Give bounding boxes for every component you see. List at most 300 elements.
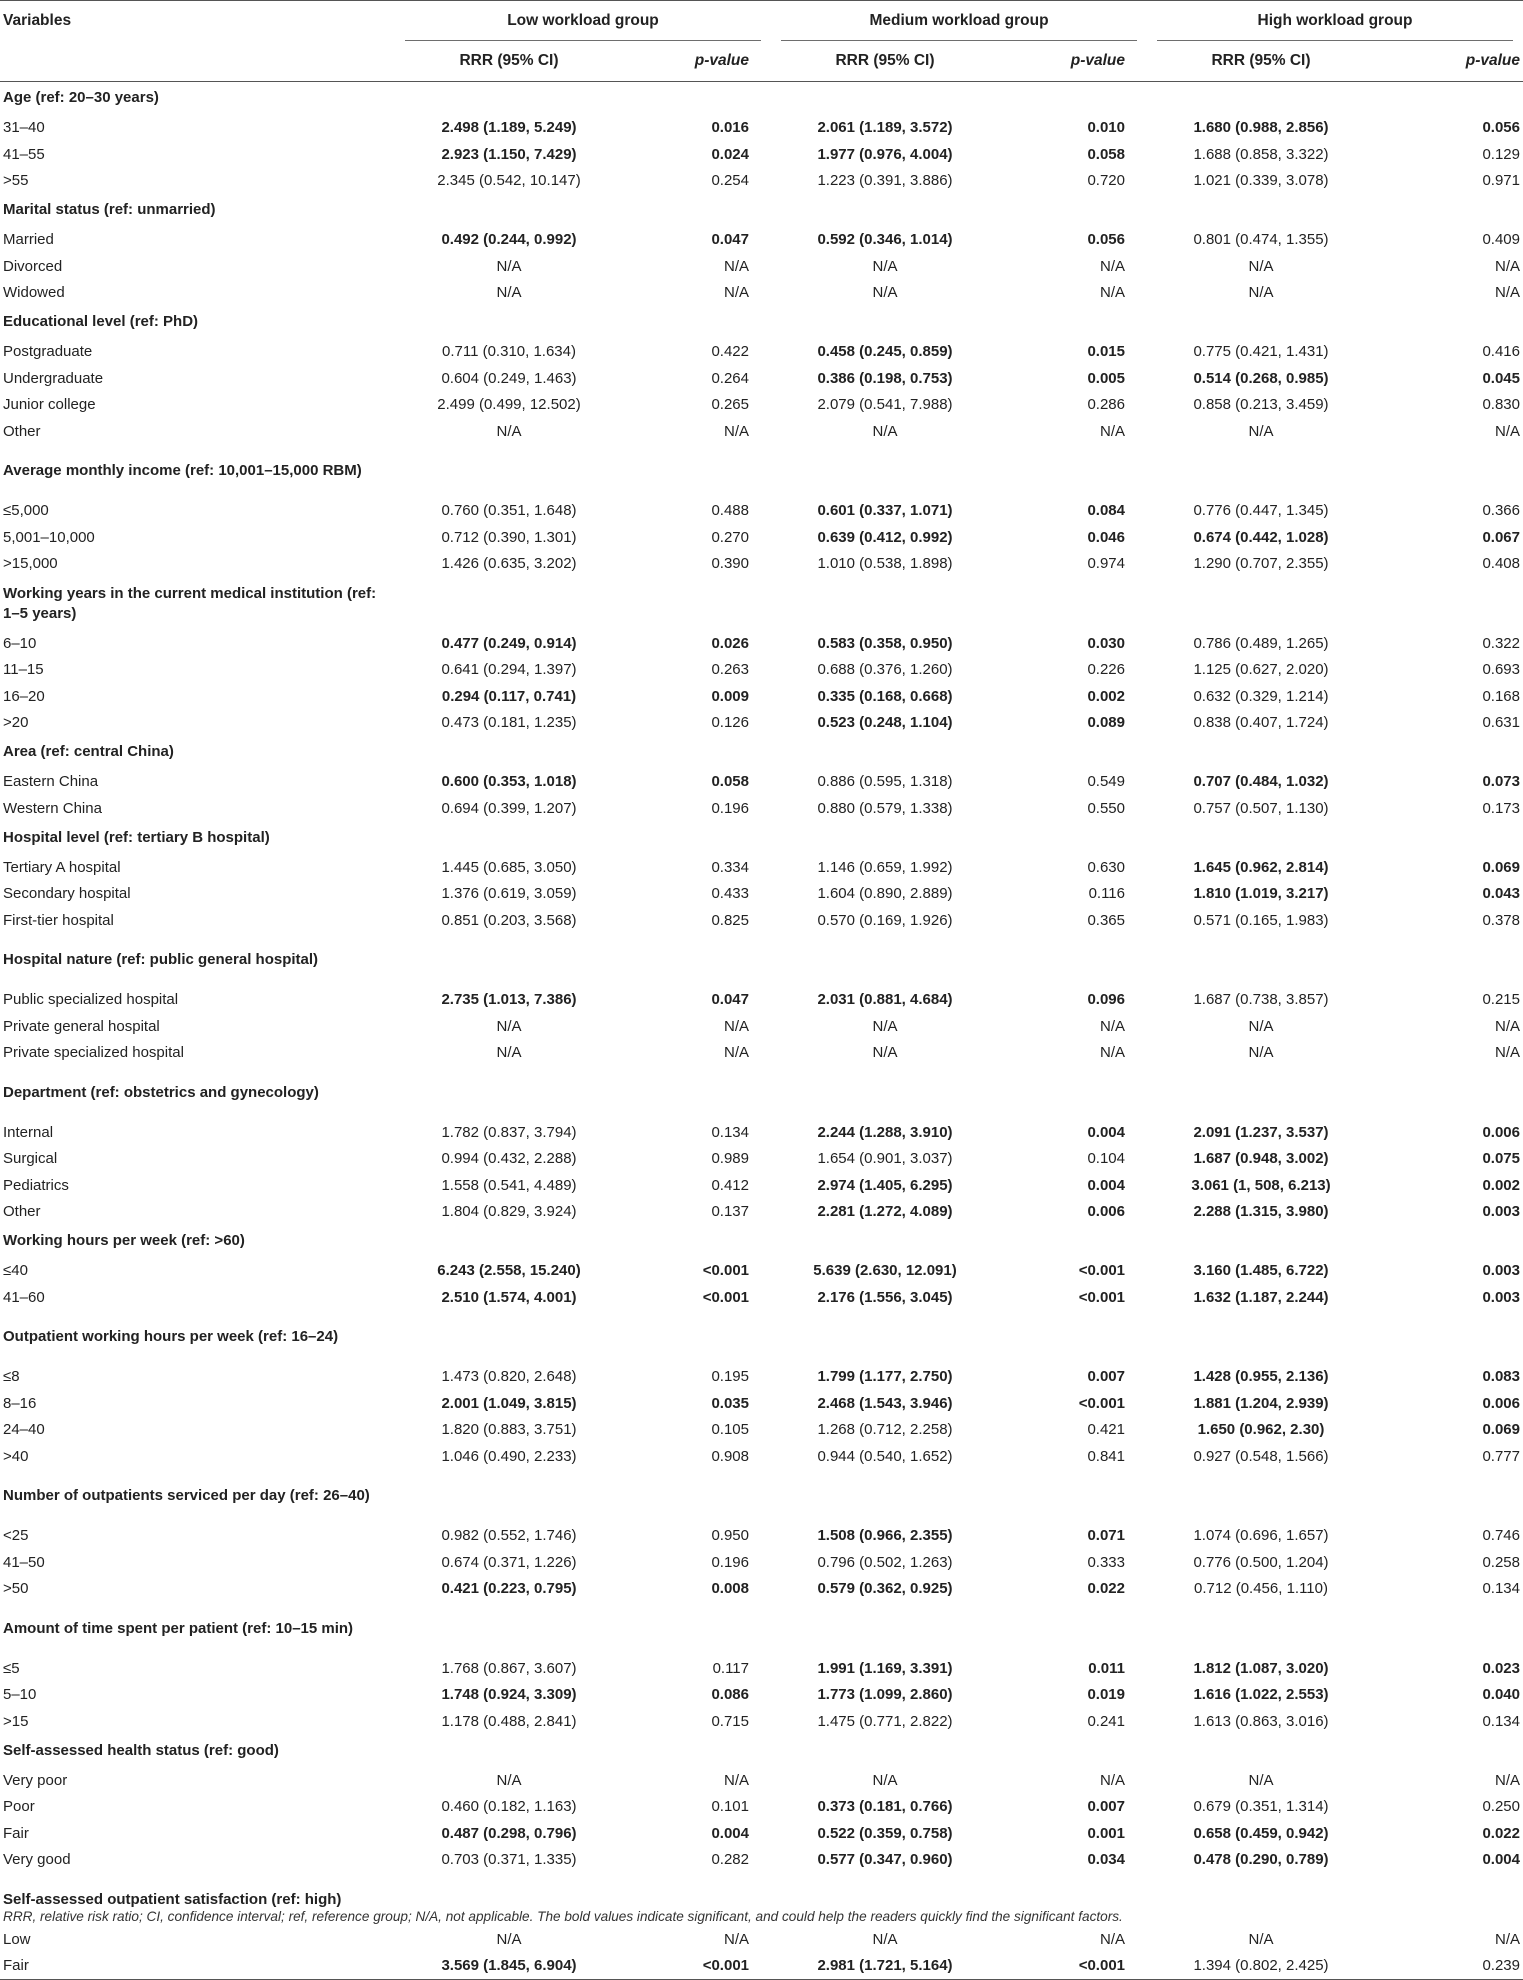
table-row (0, 253, 1523, 280)
p-value-cell: 0.134 (1482, 1712, 1520, 1730)
section-title: Hospital level (ref: tertiary B hospital) (3, 828, 270, 846)
p-value-cell: <0.001 (999, 1953, 1147, 1980)
p-value-cell: 0.104 (1087, 1150, 1125, 1168)
p-value-cell: 0.047 (711, 231, 749, 249)
rrr-ci-cell: 1.268 (0.712, 2.258) (817, 1421, 953, 1439)
table-row (0, 907, 1523, 934)
rrr-ci-cell: 1.021 (0.339, 3.078) (1193, 172, 1329, 190)
row-label: First-tier hospital (3, 911, 114, 929)
p-value-cell: 0.196 (711, 799, 749, 817)
table-row (0, 1708, 1523, 1735)
p-value-header: p-value (623, 41, 771, 82)
row-label: Very poor (3, 1771, 68, 1789)
row-label: Eastern China (3, 773, 99, 791)
table-row (0, 1443, 1523, 1470)
section-title: Outpatient working hours per week (ref: 16–24) (3, 1328, 339, 1345)
p-value-cell: 0.086 (711, 1686, 749, 1704)
p-value-cell: 0.488 (711, 502, 749, 520)
p-value-cell: 0.196 (711, 1553, 749, 1571)
p-value-cell: 0.366 (1482, 502, 1520, 520)
p-value-cell: 0.058 (1087, 145, 1125, 163)
p-value-cell: 0.002 (1482, 1176, 1520, 1194)
table-row (0, 1549, 1523, 1576)
p-value-cell: <0.001 (623, 1953, 771, 1980)
p-value-cell: 0.334 (711, 858, 749, 876)
row-label: Fair (3, 1824, 29, 1842)
rrr-ci-cell: 1.810 (1.019, 3.217) (1193, 885, 1329, 903)
p-value-cell: 0.043 (1482, 885, 1520, 903)
p-value-cell: 0.254 (711, 172, 749, 190)
row-label: <25 (3, 1527, 29, 1545)
p-value-cell: 0.019 (1087, 1686, 1125, 1704)
rrr-ci-cell: 0.776 (0.447, 1.345) (1193, 502, 1329, 520)
rrr-ci-cell: N/A (872, 1044, 898, 1062)
row-label: 41–60 (3, 1288, 45, 1306)
ci-header: RRR (95% CI) (771, 41, 999, 82)
table-row (0, 1040, 1523, 1067)
section-header-row (0, 306, 1523, 339)
table-row (0, 1390, 1523, 1417)
rrr-ci-cell: 2.345 (0.542, 10.147) (437, 172, 581, 190)
rrr-ci-cell: N/A (1248, 1017, 1274, 1035)
rrr-ci-cell: N/A (496, 1771, 522, 1789)
rrr-ci-cell: 0.886 (0.595, 1.318) (817, 773, 953, 791)
p-value-cell: 0.408 (1482, 555, 1520, 573)
table-row (0, 115, 1523, 142)
row-label: Other (3, 1203, 41, 1221)
p-value-cell: <0.001 (702, 1288, 749, 1306)
rrr-ci-cell: 0.674 (0.442, 1.028) (1193, 528, 1329, 546)
header-row-columns (0, 41, 1523, 82)
p-value-cell: <0.001 (1078, 1262, 1125, 1280)
p-value-cell: 0.950 (711, 1527, 749, 1545)
rrr-ci-cell: 0.473 (0.181, 1.235) (441, 714, 577, 732)
rrr-ci-cell: 0.492 (0.244, 0.992) (441, 231, 577, 249)
p-value-cell: 0.746 (1482, 1527, 1520, 1545)
rrr-ci-cell: 0.757 (0.507, 1.130) (1193, 799, 1329, 817)
p-value-cell: N/A (1099, 1771, 1125, 1789)
rrr-ci-cell: N/A (496, 284, 522, 302)
p-value-cell: N/A (1494, 1017, 1520, 1035)
p-value-cell: 0.001 (1087, 1824, 1125, 1842)
table-row (0, 1953, 1523, 1980)
ci-header: RRR (95% CI) (1147, 41, 1375, 82)
row-label: Private general hospital (3, 1017, 160, 1035)
row-label: 11–15 (3, 661, 44, 679)
rrr-ci-cell: N/A (872, 1930, 898, 1948)
p-value-cell: 0.365 (1087, 911, 1125, 929)
table-row (0, 524, 1523, 551)
rrr-ci-cell: 0.776 (0.500, 1.204) (1193, 1553, 1329, 1571)
row-label: Undergraduate (3, 369, 104, 387)
row-label: Other (3, 422, 41, 440)
section-title: Working hours per week (ref: >60) (3, 1232, 245, 1250)
p-value-cell: 0.117 (712, 1659, 749, 1677)
p-value-cell: 0.003 (1482, 1203, 1520, 1221)
table-row (0, 657, 1523, 684)
p-value-cell: 0.024 (711, 145, 749, 163)
row-label: ≤5 (3, 1659, 20, 1677)
rrr-ci-cell: 0.760 (0.351, 1.648) (441, 502, 577, 520)
p-value-cell: 0.040 (1482, 1686, 1520, 1704)
rrr-ci-cell: N/A (496, 1044, 522, 1062)
table-row (0, 1820, 1523, 1847)
rrr-ci-cell: 1.991 (1.169, 3.391) (817, 1659, 953, 1677)
p-value-cell: 0.058 (711, 773, 749, 791)
table-row (0, 795, 1523, 822)
p-value-cell: 0.023 (1482, 1659, 1520, 1677)
section-title: Amount of time spent per patient (ref: 10–15 min) (3, 1619, 354, 1637)
p-value-cell: 0.022 (1482, 1824, 1520, 1842)
p-value-cell: 0.083 (1482, 1368, 1520, 1386)
rrr-ci-cell: 2.499 (0.499, 12.502) (437, 396, 581, 414)
p-value-cell: 0.974 (1087, 555, 1125, 573)
row-label: >15,000 (3, 555, 58, 573)
p-value-cell: N/A (1099, 257, 1125, 275)
p-value-cell: 0.075 (1482, 1150, 1520, 1168)
section-title: Number of outpatients serviced per day (ref: 26–40) (3, 1487, 370, 1504)
rrr-ci-cell: 1.223 (0.391, 3.886) (817, 172, 953, 190)
p-value-cell: <0.001 (702, 1262, 749, 1280)
row-label: 6–10 (3, 634, 37, 652)
p-value-cell: N/A (723, 284, 749, 302)
rrr-ci-cell: 0.477 (0.249, 0.914) (441, 634, 577, 652)
section-title: Working years in the current medical institution (ref: 1–5 years) (3, 584, 377, 622)
table-row (0, 418, 1523, 445)
p-value-cell: 0.226 (1087, 661, 1125, 679)
p-value-cell: 0.004 (711, 1824, 749, 1842)
p-value-cell: N/A (723, 1044, 749, 1062)
rrr-ci-cell: 0.571 (0.165, 1.983) (1193, 911, 1329, 929)
rrr-ci-cell: 1.125 (0.627, 2.020) (1193, 661, 1329, 679)
p-value-cell: 0.069 (1482, 1421, 1520, 1439)
rrr-ci-cell: 0.460 (0.182, 1.163) (441, 1798, 577, 1816)
row-label: 16–20 (3, 687, 45, 705)
rrr-ci-cell: 2.061 (1.189, 3.572) (817, 119, 953, 137)
p-value-cell: 0.241 (1087, 1712, 1125, 1730)
row-label: Divorced (3, 257, 63, 275)
rrr-ci-cell: 6.243 (2.558, 15.240) (437, 1262, 581, 1280)
p-value-cell: <0.001 (1078, 1288, 1125, 1306)
p-value-cell: 0.006 (1482, 1394, 1520, 1412)
rrr-ci-cell: 0.583 (0.358, 0.950) (817, 634, 953, 652)
table-row (0, 1682, 1523, 1709)
p-value-cell: 0.009 (711, 687, 749, 705)
rrr-ci-cell: 0.694 (0.399, 1.207) (441, 799, 577, 817)
rrr-ci-cell: 0.679 (0.351, 1.314) (1193, 1798, 1329, 1816)
p-value-cell: 0.030 (1087, 634, 1125, 652)
p-value-cell: 0.693 (1482, 661, 1520, 679)
table-row (0, 1146, 1523, 1173)
rrr-ci-cell: 2.498 (1.189, 5.249) (441, 119, 577, 137)
section-title: Department (ref: obstetrics and gynecology) (3, 1083, 319, 1101)
section-header-row (0, 1602, 1523, 1655)
row-label: Widowed (3, 284, 65, 302)
rrr-ci-cell: 1.473 (0.820, 2.648) (441, 1368, 577, 1386)
rrr-ci-cell: 2.031 (0.881, 4.684) (817, 991, 953, 1009)
rrr-ci-cell: N/A (872, 284, 898, 302)
rrr-ci-cell: 1.475 (0.771, 2.822) (817, 1712, 953, 1730)
row-label: Fair (0, 1953, 395, 1980)
p-value-cell: N/A (1494, 257, 1520, 275)
p-value-cell: N/A (1099, 1044, 1125, 1062)
section-header-row (0, 1311, 1523, 1364)
p-value-cell: N/A (1494, 1771, 1520, 1789)
row-label: Very good (3, 1851, 71, 1869)
p-value-cell: 0.409 (1482, 231, 1520, 249)
row-label: >15 (3, 1712, 29, 1730)
p-value-cell: 0.270 (711, 528, 749, 546)
section-header-row (0, 82, 1523, 115)
rrr-ci-cell: N/A (872, 257, 898, 275)
rrr-ci-cell: 0.600 (0.353, 1.018) (441, 773, 577, 791)
rrr-ci-cell: 1.680 (0.988, 2.856) (1193, 119, 1329, 137)
table-row (0, 365, 1523, 392)
table-row (0, 1258, 1523, 1285)
section-header-row (0, 736, 1523, 769)
row-label: Western China (3, 799, 102, 817)
p-value-cell: 0.015 (1087, 343, 1125, 361)
p-value-cell: 0.286 (1087, 396, 1125, 414)
p-value-cell: 0.250 (1482, 1798, 1520, 1816)
table-row (0, 1417, 1523, 1444)
p-value-header: p-value (999, 41, 1147, 82)
rrr-ci-cell: 0.421 (0.223, 0.795) (441, 1580, 577, 1598)
p-value-cell: 0.433 (711, 885, 749, 903)
section-title: Marital status (ref: unmarried) (3, 201, 216, 219)
rrr-ci-cell: 0.711 (0.310, 1.634) (442, 343, 576, 361)
rrr-ci-cell: 1.426 (0.635, 3.202) (441, 555, 577, 573)
p-value-cell: 0.777 (1482, 1447, 1520, 1465)
p-value-cell: 0.971 (1482, 172, 1520, 190)
section-title: Educational level (ref: PhD) (3, 313, 199, 331)
rrr-ci-cell: 1.977 (0.976, 4.004) (817, 145, 953, 163)
table-row (0, 1013, 1523, 1040)
p-value-cell: N/A (1099, 284, 1125, 302)
rrr-ci-cell: 5.639 (2.630, 12.091) (813, 1262, 957, 1280)
table-row (0, 280, 1523, 307)
row-label: ≤8 (3, 1368, 20, 1386)
rrr-ci-cell: 0.522 (0.359, 0.758) (817, 1824, 953, 1842)
rrr-ci-cell: 0.712 (0.390, 1.301) (441, 528, 577, 546)
rrr-ci-cell: 2.091 (1.237, 3.537) (1193, 1123, 1329, 1141)
rrr-ci-cell: 0.786 (0.489, 1.265) (1193, 634, 1329, 652)
section-header-row (0, 1735, 1523, 1768)
rrr-ci-cell: 0.775 (0.421, 1.431) (1193, 343, 1329, 361)
rrr-ci-cell: 0.927 (0.548, 1.566) (1193, 1447, 1329, 1465)
rrr-ci-cell: 0.838 (0.407, 1.724) (1193, 714, 1329, 732)
rrr-ci-cell: 1.773 (1.099, 2.860) (817, 1686, 953, 1704)
p-value-cell: 0.071 (1087, 1527, 1125, 1545)
table-row (0, 1926, 1523, 1953)
rrr-ci-cell: N/A (1248, 257, 1274, 275)
p-value-cell: N/A (1494, 1044, 1520, 1062)
rrr-ci-cell: 0.880 (0.579, 1.338) (817, 799, 953, 817)
rrr-ci-cell: 0.796 (0.502, 1.263) (817, 1553, 953, 1571)
rrr-ci-cell: 0.604 (0.249, 1.463) (441, 369, 577, 387)
rrr-ci-cell: 1.748 (0.924, 3.309) (441, 1686, 577, 1704)
p-value-cell: N/A (1099, 1930, 1125, 1948)
group-header-low-text: Low workload group (507, 12, 659, 29)
row-label: Pediatrics (3, 1176, 69, 1194)
row-label: Poor (3, 1798, 35, 1816)
section-header-row (0, 194, 1523, 227)
rrr-ci-cell: 0.577 (0.347, 0.960) (817, 1851, 953, 1869)
p-value-cell: 0.134 (711, 1123, 749, 1141)
variables-header: Variables (0, 1, 395, 42)
p-value-cell: N/A (1099, 422, 1125, 440)
rrr-ci-cell: 1.688 (0.858, 3.322) (1193, 145, 1329, 163)
rrr-ci-cell: N/A (1248, 422, 1274, 440)
rrr-ci-cell: 1.654 (0.901, 3.037) (817, 1150, 953, 1168)
row-label: 24–40 (3, 1421, 45, 1439)
rrr-ci-cell: 0.523 (0.248, 1.104) (817, 714, 953, 732)
row-label: 5–10 (3, 1686, 37, 1704)
group-header-low (395, 1, 771, 42)
row-label: Internal (3, 1123, 54, 1141)
table-row (0, 1172, 1523, 1199)
table-row (0, 1199, 1523, 1226)
rrr-ci-cell: 2.176 (1.556, 3.045) (817, 1288, 953, 1306)
section-header-row (0, 445, 1523, 498)
rrr-ci-cell: 0.707 (0.484, 1.032) (1193, 773, 1329, 791)
p-value-cell: 0.073 (1482, 773, 1520, 791)
rrr-ci-cell: 1.799 (1.177, 2.750) (817, 1368, 953, 1386)
p-value-cell: 0.215 (1482, 991, 1520, 1009)
ci-header: RRR (95% CI) (395, 41, 623, 82)
row-label: >50 (3, 1580, 29, 1598)
p-value-cell: 0.045 (1482, 369, 1520, 387)
p-value-cell: 0.004 (1482, 1851, 1520, 1869)
p-value-cell: 0.550 (1087, 799, 1125, 817)
p-value-cell: N/A (723, 257, 749, 275)
p-value-cell: 0.026 (711, 634, 749, 652)
p-value-cell: 0.034 (1087, 1851, 1125, 1869)
table-row (0, 854, 1523, 881)
row-label: >55 (3, 172, 29, 190)
p-value-cell: 0.003 (1482, 1262, 1520, 1280)
p-value-cell: 0.378 (1482, 911, 1520, 929)
section-header-row (0, 1066, 1523, 1119)
rrr-ci-cell: 2.079 (0.541, 7.988) (817, 396, 953, 414)
rrr-ci-cell: N/A (496, 422, 522, 440)
row-label: Married (3, 231, 54, 249)
p-value-cell: 0.007 (1087, 1368, 1125, 1386)
rrr-ci-cell: 1.604 (0.890, 2.889) (817, 885, 953, 903)
p-value-cell: 0.010 (1087, 119, 1125, 137)
row-label: >40 (3, 1447, 29, 1465)
section-title: Age (ref: 20–30 years) (3, 89, 159, 107)
p-value-cell: 0.630 (1087, 858, 1125, 876)
rrr-ci-cell: 0.514 (0.268, 0.985) (1193, 369, 1329, 387)
rrr-ci-cell: 1.616 (1.022, 2.553) (1193, 1686, 1329, 1704)
p-value-cell: 0.007 (1087, 1798, 1125, 1816)
p-value-cell: 0.825 (711, 911, 749, 929)
p-value-cell: N/A (1099, 1017, 1125, 1035)
rrr-ci-cell: N/A (496, 1017, 522, 1035)
rrr-ci-cell: 1.645 (0.962, 2.814) (1193, 858, 1329, 876)
p-value-cell: 0.421 (1087, 1421, 1125, 1439)
section-header-row (0, 822, 1523, 855)
rrr-ci-cell: 1.376 (0.619, 3.059) (441, 885, 577, 903)
rrr-ci-cell: 0.570 (0.169, 1.926) (817, 911, 953, 929)
row-label: Secondary hospital (3, 885, 131, 903)
row-label: Postgraduate (3, 343, 93, 361)
p-value-cell: 0.003 (1482, 1288, 1520, 1306)
rrr-ci-cell: 0.944 (0.540, 1.652) (817, 1447, 953, 1465)
rrr-ci-cell: 0.579 (0.362, 0.925) (817, 1580, 953, 1598)
rrr-ci-cell: 1.804 (0.829, 3.924) (441, 1203, 577, 1221)
row-label: Low (3, 1930, 31, 1948)
row-label: Tertiary A hospital (3, 858, 121, 876)
rrr-ci-cell: 2.001 (1.049, 3.815) (441, 1394, 577, 1412)
row-label: 5,001–10,000 (3, 528, 95, 546)
section-title: Self-assessed outpatient satisfaction (ref: high) (3, 1890, 342, 1908)
header-row-groups (0, 1, 1523, 42)
table-row (0, 141, 1523, 168)
table-row (0, 1119, 1523, 1146)
rrr-ci-cell: 0.592 (0.346, 1.014) (817, 231, 953, 249)
rrr-ci-cell: 1.178 (0.488, 2.841) (441, 1712, 577, 1730)
table-row (0, 339, 1523, 366)
p-value-cell: 0.168 (1482, 687, 1520, 705)
section-title: Hospital nature (ref: public general hospital) (3, 951, 319, 968)
section-header-row (0, 934, 1523, 987)
p-value-cell: 0.715 (711, 1712, 749, 1730)
rrr-ci-cell: N/A (872, 1017, 898, 1035)
rrr-ci-cell: 1.881 (1.204, 2.939) (1193, 1394, 1329, 1412)
table-row (0, 227, 1523, 254)
section-header-row (0, 577, 1523, 630)
table-row (0, 1794, 1523, 1821)
rrr-ci-cell: 1.632 (1.187, 2.244) (1193, 1288, 1329, 1306)
table-body (0, 1, 1523, 1980)
group-header-medium-text: Medium workload group (869, 12, 1049, 29)
p-value-cell: 0.101 (711, 1798, 749, 1816)
p-value-cell: 0.084 (1087, 502, 1125, 520)
rrr-ci-cell: N/A (872, 1771, 898, 1789)
rrr-ci-cell: 0.658 (0.459, 0.942) (1193, 1824, 1329, 1842)
table-row (0, 1655, 1523, 1682)
rrr-ci-cell: 1.445 (0.685, 3.050) (441, 858, 577, 876)
p-value-cell: N/A (723, 1017, 749, 1035)
row-label: ≤5,000 (3, 502, 49, 520)
row-label: Junior college (3, 396, 96, 414)
p-value-cell: 0.549 (1087, 773, 1125, 791)
p-value-cell: 0.264 (711, 369, 749, 387)
p-value-cell: 0.035 (711, 1394, 749, 1412)
rrr-ci-cell: 2.981 (1.721, 5.164) (771, 1953, 999, 1980)
rrr-ci-cell: 2.244 (1.288, 3.910) (817, 1123, 953, 1141)
p-value-cell: 0.416 (1482, 343, 1520, 361)
table-row (0, 881, 1523, 908)
p-value-cell: 0.137 (711, 1203, 749, 1221)
group-header-medium (771, 1, 1147, 42)
rrr-ci-cell: 1.558 (0.541, 4.489) (441, 1176, 577, 1194)
rrr-ci-cell: 0.632 (0.329, 1.214) (1193, 687, 1329, 705)
rrr-ci-cell: N/A (1248, 1771, 1274, 1789)
rrr-ci-cell: 0.851 (0.203, 3.568) (441, 911, 577, 929)
rrr-ci-cell: N/A (496, 257, 522, 275)
row-label: ≤40 (3, 1262, 28, 1280)
p-value-cell: 0.631 (1482, 714, 1520, 732)
p-value-cell: 0.116 (1088, 885, 1125, 903)
p-value-cell: 0.126 (711, 714, 749, 732)
table-row (0, 769, 1523, 796)
p-value-cell: 0.008 (711, 1580, 749, 1598)
p-value-cell: 0.282 (711, 1851, 749, 1869)
rrr-ci-cell: 1.508 (0.966, 2.355) (817, 1527, 953, 1545)
